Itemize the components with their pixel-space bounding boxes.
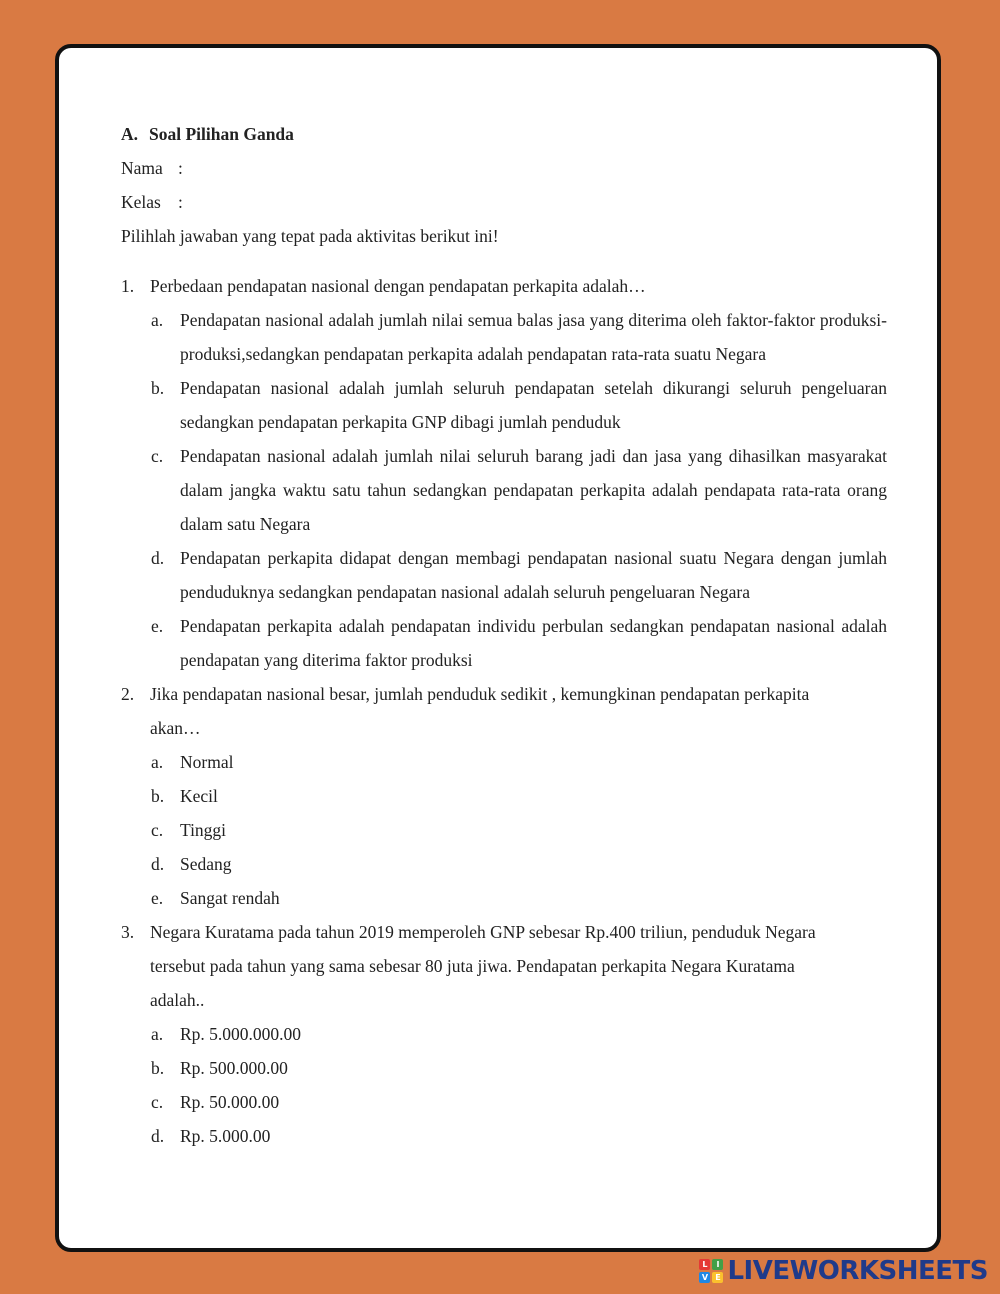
option-text: Pendapatan nasional adalah jumlah nilai seluruh barang jadi dan jasa yang dihasilkan masyarakat dalam jangka waktu satu tahun sedangkan pendapatan perkapita adalah pendapata rata-rata orang dalam satu Negara xyxy=(180,446,887,534)
section-title: Soal Pilihan Ganda xyxy=(149,124,294,144)
name-separator: : xyxy=(178,158,183,178)
option-2d[interactable] xyxy=(151,847,887,881)
question-text: Perbedaan pendapatan nasional dengan pendapatan perkapita adalah… xyxy=(150,276,646,296)
option-text: Pendapatan nasional adalah jumlah seluruh pendapatan setelah dikurangi seluruh pengeluaran sedangkan pendapatan perkapita GNP dibagi jumlah penduduk xyxy=(180,378,887,432)
section-heading xyxy=(121,117,887,151)
logo-block-i: I xyxy=(712,1259,723,1270)
option-2b[interactable] xyxy=(151,779,887,813)
class-separator: : xyxy=(178,192,183,212)
worksheet-page xyxy=(55,44,941,1252)
option-label: c. xyxy=(151,1092,164,1112)
instruction-text: Pilihlah jawaban yang tepat pada aktivitas berikut ini! xyxy=(121,226,499,246)
question-text: Negara Kuratama pada tahun 2019 memperoleh GNP sebesar Rp.400 triliun, penduduk Negara tersebut pada tahun yang sama sebesar 80 juta jiwa. Pendapatan perkapita Negara Kuratama adalah.. xyxy=(150,922,816,1010)
option-text: Rp. 5.000.00 xyxy=(180,1126,271,1146)
question-3-options xyxy=(121,1017,887,1153)
question-2 xyxy=(121,677,887,745)
option-label: a. xyxy=(151,310,164,330)
option-label: b. xyxy=(151,786,165,806)
option-label: b. xyxy=(151,1058,165,1078)
question-number: 2. xyxy=(121,684,135,704)
option-label: b. xyxy=(151,378,165,398)
name-label: Nama xyxy=(121,158,163,178)
option-1b[interactable] xyxy=(151,371,887,439)
option-text: Kecil xyxy=(180,786,218,806)
option-text: Pendapatan nasional adalah jumlah nilai semua balas jasa yang diterima oleh faktor-faktor produksi-produksi,sedangkan pendapatan perkapita adalah pendapatan rata-rata suatu Negara xyxy=(180,310,887,364)
question-3 xyxy=(121,915,887,1017)
option-text: Rp. 50.000.00 xyxy=(180,1092,280,1112)
question-2-options xyxy=(121,745,887,915)
liveworksheets-logo[interactable] xyxy=(699,1256,988,1286)
option-1d[interactable] xyxy=(151,541,887,609)
logo-blocks-icon xyxy=(699,1259,723,1283)
option-3a[interactable] xyxy=(151,1017,887,1051)
option-label: c. xyxy=(151,820,164,840)
class-label: Kelas xyxy=(121,192,161,212)
logo-block-v: V xyxy=(699,1272,710,1283)
option-label: a. xyxy=(151,1024,164,1044)
option-text: Normal xyxy=(180,752,234,772)
logo-block-l: L xyxy=(699,1259,710,1270)
logo-block-e: E xyxy=(712,1272,723,1283)
option-2a[interactable] xyxy=(151,745,887,779)
question-text: Jika pendapatan nasional besar, jumlah penduduk sedikit , kemungkinan pendapatan perkapita akan… xyxy=(150,684,810,738)
option-3d[interactable] xyxy=(151,1119,887,1153)
option-label: d. xyxy=(151,548,165,568)
logo-text: LIVEWORKSHEETS xyxy=(727,1256,988,1286)
worksheet-content xyxy=(121,117,887,1153)
question-number: 3. xyxy=(121,922,135,942)
option-2c[interactable] xyxy=(151,813,887,847)
option-text: Pendapatan perkapita didapat dengan membagi pendapatan nasional suatu Negara dengan jumlah penduduknya sedangkan pendapatan nasional adalah seluruh pengeluaran Negara xyxy=(180,548,887,602)
option-text: Pendapatan perkapita adalah pendapatan individu perbulan sedangkan pendapatan nasional adalah pendapatan yang diterima faktor produksi xyxy=(180,616,887,670)
section-letter: A. xyxy=(121,124,139,144)
option-text: Sangat rendah xyxy=(180,888,280,908)
question-number: 1. xyxy=(121,276,135,296)
option-3b[interactable] xyxy=(151,1051,887,1085)
option-text: Sedang xyxy=(180,854,232,874)
option-1c[interactable] xyxy=(151,439,887,541)
option-text: Rp. 5.000.000.00 xyxy=(180,1024,302,1044)
option-label: c. xyxy=(151,446,164,466)
option-label: a. xyxy=(151,752,164,772)
option-label: d. xyxy=(151,1126,165,1146)
option-text: Rp. 500.000.00 xyxy=(180,1058,288,1078)
option-3c[interactable] xyxy=(151,1085,887,1119)
option-text: Tinggi xyxy=(180,820,227,840)
question-1-options xyxy=(121,303,887,677)
question-1 xyxy=(121,269,887,303)
name-field[interactable] xyxy=(121,151,887,185)
option-2e[interactable] xyxy=(151,881,887,915)
option-1e[interactable] xyxy=(151,609,887,677)
option-1a[interactable] xyxy=(151,303,887,371)
option-label: e. xyxy=(151,888,164,908)
option-label: e. xyxy=(151,616,164,636)
option-label: d. xyxy=(151,854,165,874)
class-field[interactable] xyxy=(121,185,887,219)
spacer xyxy=(121,253,887,269)
